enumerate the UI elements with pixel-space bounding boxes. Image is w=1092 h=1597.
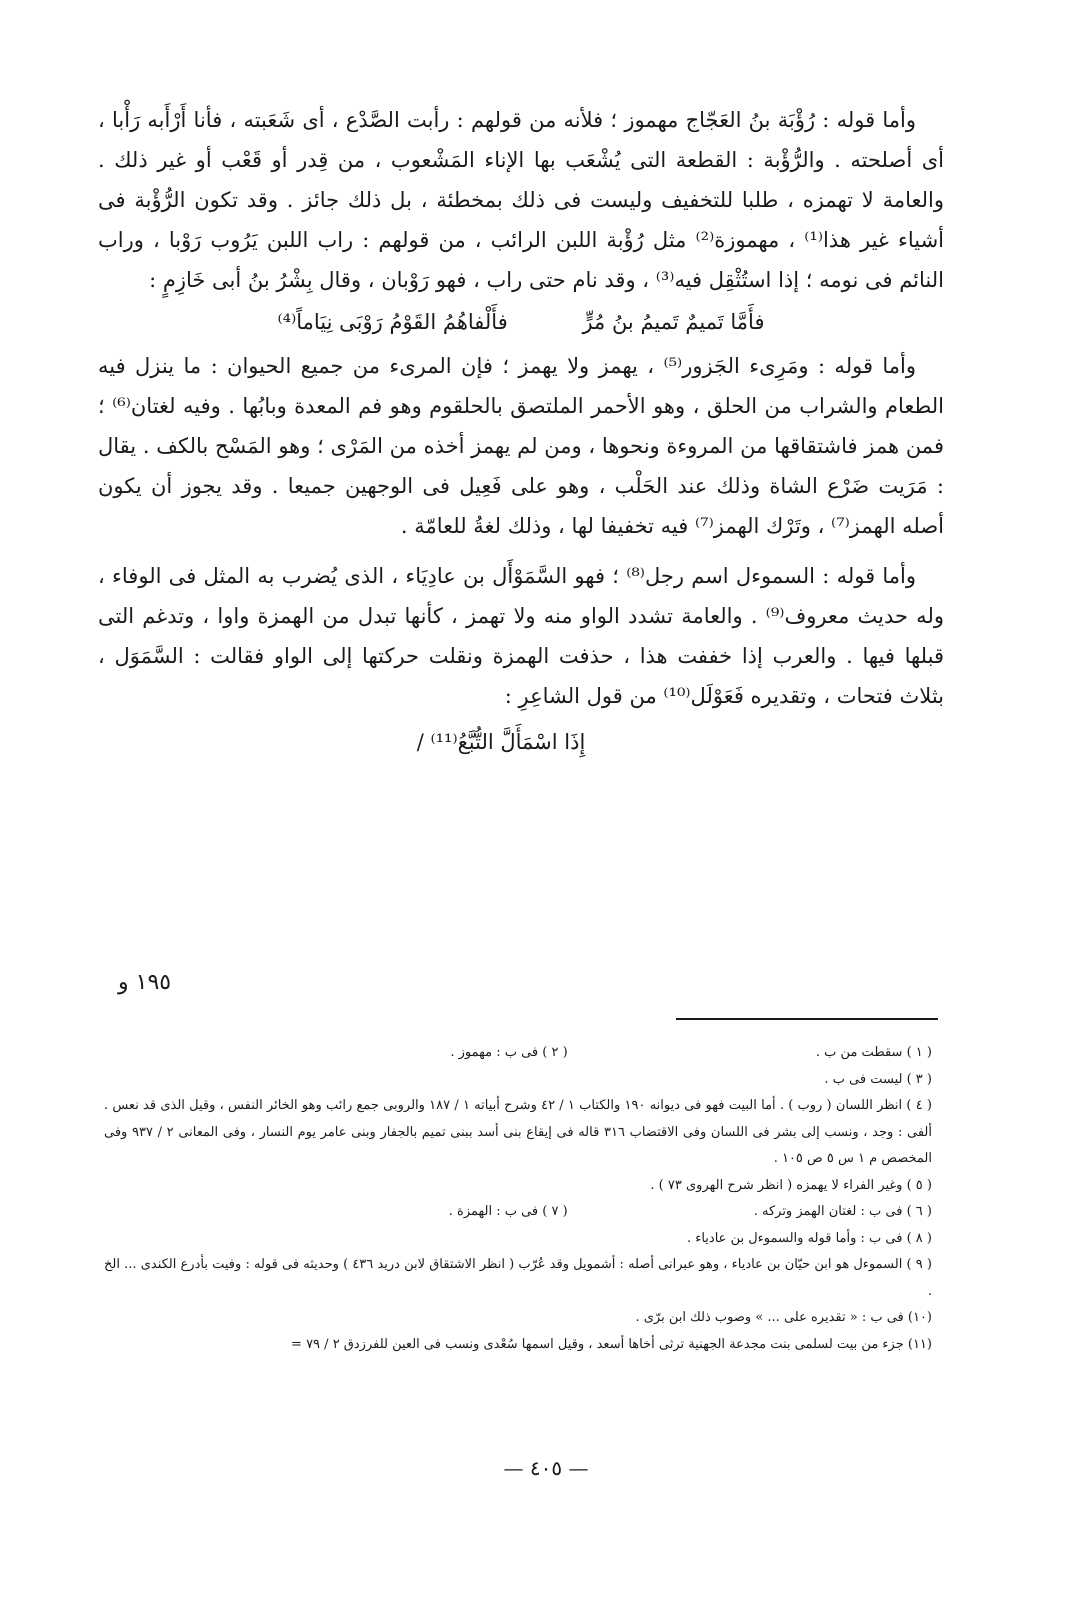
text-line: وأما قوله : رُؤْبَة بنُ العَجّاج مهموز ؛ فلأنه من قولهم : رأبت الصَّدْع ، أى شَعَبته ، — [229, 108, 916, 132]
footnote-line: ( ٩ ) السموءل هو ابن حيّان بن عادياء ، وهو عبرانى أصله : أشمويل وقد عُرّب ( انظر الاشتقاق لابن دريد ٤٣٦ ) وحديثه — [303, 1257, 932, 1272]
footnote-9 — [104, 1252, 932, 1305]
footnote-7: ( ٧ ) فى ب : الهمزة . — [448, 1204, 568, 1219]
footnotes — [104, 1040, 932, 1358]
text-line: وأما قوله : السموءل اسم رجل⁽⁸⁾ ؛ فهو السَّمَوْأَل بن عادِيَاء ، الذى يُضرب به المثل — [203, 564, 916, 588]
text-line: فى الوفاء ، وله حديث معروف⁽⁹⁾ . والعامة تشدد الواو منه ولا تهمز ، كأنها تبدل من — [98, 564, 944, 628]
paragraph-ruba — [98, 100, 944, 300]
footnote-separator — [676, 1018, 938, 1020]
paragraph-marii — [98, 346, 944, 546]
footnote-10: (١٠) فى ب : « تقديره على ... » وصوب ذلك ابن برّى . — [635, 1310, 932, 1325]
footnote-row — [104, 1040, 932, 1067]
text-line: وأما قوله : ومَرِىء الجَزور⁽⁵⁾ ، يهمز ولا يهمز ؛ فإن المرىء من جميع الحيوان : — [210, 354, 917, 378]
main-text — [98, 100, 944, 762]
footnote-6: ( ٦ ) فى ب : لغتان الهمز وتركه . — [753, 1204, 932, 1219]
footnote-2: ( ٢ ) فى ب : مهموز . — [450, 1045, 568, 1060]
paragraph-samawal — [98, 556, 944, 716]
page-number: — ٤٠٥ — — [503, 1456, 589, 1480]
text-line: وهو المَسْح بالكف . يقال : مَرَيت ضَرْع الشاة وذلك عند الحَلْب ، وهو على فَعِيل فى — [98, 434, 945, 498]
footnote-8: ( ٨ ) فى ب : وأما قوله والسموءل بن عادياء . — [686, 1230, 932, 1246]
footnote-4 — [104, 1093, 932, 1173]
text-line: الوجهين جميعا . وقد يجوز أن يكون أصله الهمز⁽⁷⁾ ، وتَرْك الهمز⁽⁷⁾ فيه تخفيفا لها ، وذلك — [98, 474, 944, 538]
text-line: فأنا أَرْأَبه رَأْبا ، أى أصلحته . والرُّؤْبة : القطعة التى يُشْعَب بها الإناء المَشْعوب ، من قِدر — [98, 108, 944, 172]
footnote-line: ببنى تميم بالجفار وبنى عامر يوم النسار ، وفى المعانى ٢ / ٩٣٧ وفى المخصص م ١ س ٥ ص ١٠٥ . — [104, 1124, 932, 1166]
text-line: ما ينزل فيه الطعام والشراب من الحلق ، وهو الأحمر الملتصق بالحلقوم وهو فم المعدة وبابُها . — [98, 354, 944, 418]
text-line: إلى الواو فقالت : السَّمَوَل ، بثلاث فتحات ، وتقديره فَعَوْلَل⁽¹⁰⁾ من قول الشاعِرِ : — [98, 644, 944, 708]
text-line: راب ، فهو رَوْبان ، وقال بِشْرُ بنُ أبى خَازِمٍ : — [149, 268, 523, 292]
verse-second-hemistich: فأَلْفاهُمُ القَوْمُ رَوْبَى نِيَاماً⁽⁴⁾ — [277, 310, 508, 334]
folio-marker: ١٩٥ و — [118, 970, 172, 995]
footnote-1: ( ١ ) سقطت من ب . — [815, 1045, 932, 1060]
footnote-line: ( ٤ ) انظر اللسان ( روب ) . أما البيت فهو فى ديوانه ١٩٠ والكتاب ١ / ٤٢ وشرح أبياته ١ / ١٨٧ والروبى جمع رائب — [325, 1098, 932, 1113]
verse-fragment: إِذَا اسْمَأَلَّ التُّبَّعُ⁽¹¹⁾ / — [416, 730, 586, 754]
footnote-11: (١١) جزء من بيت لسلمى بنت مجدعة الجهنية ترثى أخاها أسعد ، وقيل اسمها سُعْدى ونسب فى العين للفرزدق ٢ / ٧٩ = — [291, 1336, 932, 1352]
footnote-line: وهو الخائر النفس ، وقيل الذى قد نعس . ألفى : وجد ، ونسب إلى بشر فى اللسان وفى الاقتضاب ٣١٦ قاله فى إيقاع بنى أسد — [104, 1098, 933, 1140]
text-line: قولهم : راب اللبن يَرُوب رَوْبا ، وراب النائم فى نومه ؛ إذا استُثْقِل فيه⁽³⁾ ، وقد نام حتى — [98, 228, 944, 292]
verse-first-hemistich: فأَمَّا تَميمٌ تَميمُ بنُ مُرٍّ — [582, 310, 765, 334]
text-line: أو قَعْب أو غير ذلك . والعامة لا تهمزه ، طلبا للتخفيف وليست فى ذلك بمخطئة ، بل ذلك — [98, 148, 944, 212]
footnote-5: ( ٥ ) وغير الفراء لا يهمزه ( انظر شرح الهروى ٧٣ ) . — [650, 1177, 932, 1193]
verse-bishr — [98, 302, 944, 342]
text-line: وفيه لغتان⁽⁶⁾ ؛ فمن همز فاشتقاقها من المروءة ونحوها ، ومن لم يهمز أخذه من المَرْى ؛ — [98, 394, 944, 458]
footnote-row — [104, 1199, 932, 1226]
text-line: الهمزة واوا ، وتدغم التى قبلها فيها . والعرب إذا خففت هذا ، حذفت الهمزة ونقلت حركتها — [98, 604, 944, 668]
footnote-line: فى قوله : وفيت بأدرع الكندى ... الخ . — [104, 1257, 932, 1299]
text-line: جائز . وقد تكون الرُّؤْبة فى أشياء غير هذا⁽¹⁾ ، مهموزة⁽²⁾ مثل رُؤْبة اللبن الرائب ، من — [98, 188, 945, 252]
footnote-3: ( ٣ ) ليست فى ب . — [824, 1071, 932, 1087]
text-line: لغةُ للعامّة . — [400, 514, 502, 538]
